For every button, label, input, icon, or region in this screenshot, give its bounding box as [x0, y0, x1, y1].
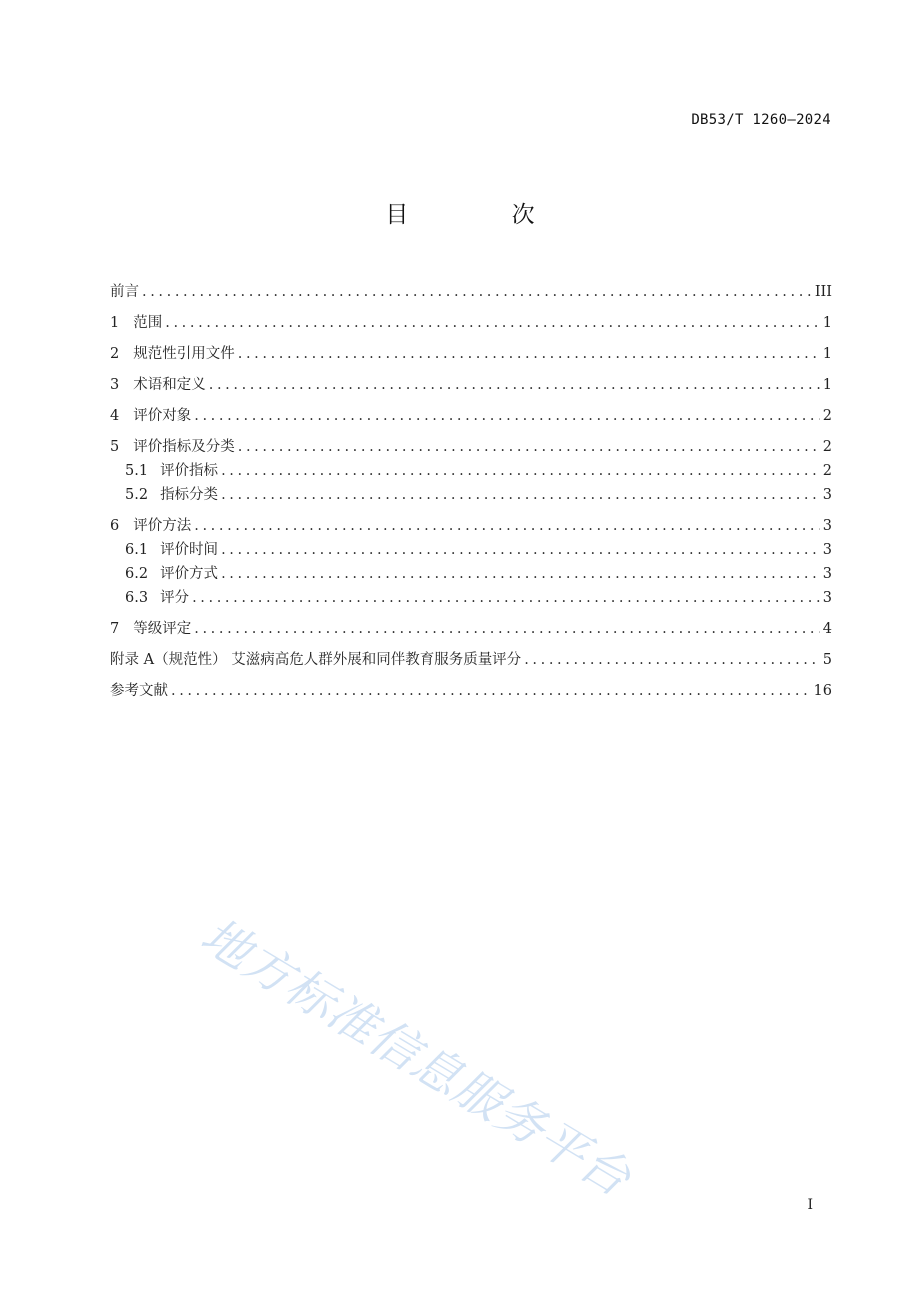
toc-entry[interactable] [110, 514, 832, 538]
toc-entry-label: 附录 A（规范性） 艾滋病高危人群外展和同伴教育服务质量评分 [110, 652, 522, 668]
toc-entry-number: 1 [110, 315, 120, 331]
toc-entry-page: 4 [822, 621, 832, 637]
toc-entry[interactable] [110, 679, 832, 703]
toc-entry-number: 6.1 [125, 542, 149, 558]
toc-entry-page: 3 [822, 542, 832, 558]
toc-entry-number: 2 [110, 346, 120, 362]
toc-entry-number: 6 [110, 518, 120, 534]
toc-entry-number: 5.1 [125, 463, 149, 479]
toc-entry-number: 5.2 [125, 487, 149, 503]
toc-entry[interactable] [110, 404, 832, 428]
toc-entry-page: 3 [822, 487, 832, 503]
toc-leader-dots [238, 435, 820, 459]
toc-entry-page: 1 [822, 346, 832, 362]
toc-entry-page: 2 [822, 408, 832, 424]
toc-subentry[interactable] [110, 459, 832, 483]
toc-entry-number: 5 [110, 439, 120, 455]
toc-leader-dots [142, 280, 812, 304]
toc-leader-dots [221, 538, 820, 562]
toc-leader-dots [194, 514, 820, 538]
toc-entry-page: 2 [822, 439, 832, 455]
toc-entry-label: 评价指标及分类 [133, 439, 235, 455]
toc-entry-page: 2 [822, 463, 832, 479]
toc-leader-dots [171, 679, 811, 703]
toc-entry-label: 指标分类 [160, 487, 219, 503]
toc-entry-page: 3 [822, 518, 832, 534]
toc-entry-number: 4 [110, 408, 120, 424]
toc-entry[interactable] [110, 648, 832, 672]
toc-entry[interactable] [110, 373, 832, 397]
toc-entry-page: 1 [822, 377, 832, 393]
toc-entry-label: 术语和定义 [133, 377, 206, 393]
toc-entry-number: 6.2 [125, 566, 149, 582]
toc-entry-page: 16 [813, 683, 832, 699]
toc-entry[interactable] [110, 342, 832, 366]
toc-leader-dots [221, 459, 820, 483]
toc-leader-dots [238, 342, 820, 366]
table-of-contents [110, 280, 832, 703]
toc-leader-dots [209, 373, 820, 397]
toc-subentry[interactable] [110, 586, 832, 610]
toc-entry-label: 评价方法 [133, 518, 192, 534]
toc-entry[interactable] [110, 617, 832, 641]
toc-entry-page: 3 [822, 566, 832, 582]
document-code: DB53/T 1260—2024 [691, 112, 831, 128]
toc-entry-page: 1 [822, 315, 832, 331]
toc-entry-label: 前言 [110, 284, 139, 300]
toc-leader-dots [194, 404, 820, 428]
page-title: 目 次 [385, 202, 583, 228]
toc-entry-label: 评分 [160, 590, 190, 606]
toc-entry-label: 等级评定 [133, 621, 192, 637]
toc-leader-dots [192, 586, 820, 610]
toc-entry-label: 评价时间 [160, 542, 219, 558]
toc-leader-dots [221, 483, 820, 507]
toc-entry-label: 规范性引用文件 [133, 346, 235, 362]
toc-entry-number: 3 [110, 377, 120, 393]
toc-leader-dots [524, 648, 820, 672]
toc-entry-page: 3 [822, 590, 832, 606]
toc-leader-dots [165, 311, 820, 335]
toc-entry-label: 评价指标 [160, 463, 219, 479]
toc-leader-dots [194, 617, 820, 641]
toc-entry-page: III [814, 284, 832, 300]
toc-entry-label: 范围 [133, 315, 163, 331]
watermark-text: 地方标准信息服务平台 [191, 907, 641, 1208]
toc-subentry[interactable] [110, 538, 832, 562]
toc-entry-label: 评价方式 [160, 566, 219, 582]
toc-entry-number: 6.3 [125, 590, 149, 606]
toc-subentry[interactable] [110, 483, 832, 507]
toc-entry-label: 参考文献 [110, 683, 168, 699]
toc-entry[interactable] [110, 280, 832, 304]
toc-entry-label: 评价对象 [133, 408, 192, 424]
page-number: I [807, 1197, 813, 1213]
toc-subentry[interactable] [110, 562, 832, 586]
toc-entry[interactable] [110, 435, 832, 459]
toc-entry[interactable] [110, 311, 832, 335]
toc-entry-page: 5 [822, 652, 832, 668]
toc-leader-dots [221, 562, 820, 586]
toc-entry-number: 7 [110, 621, 120, 637]
